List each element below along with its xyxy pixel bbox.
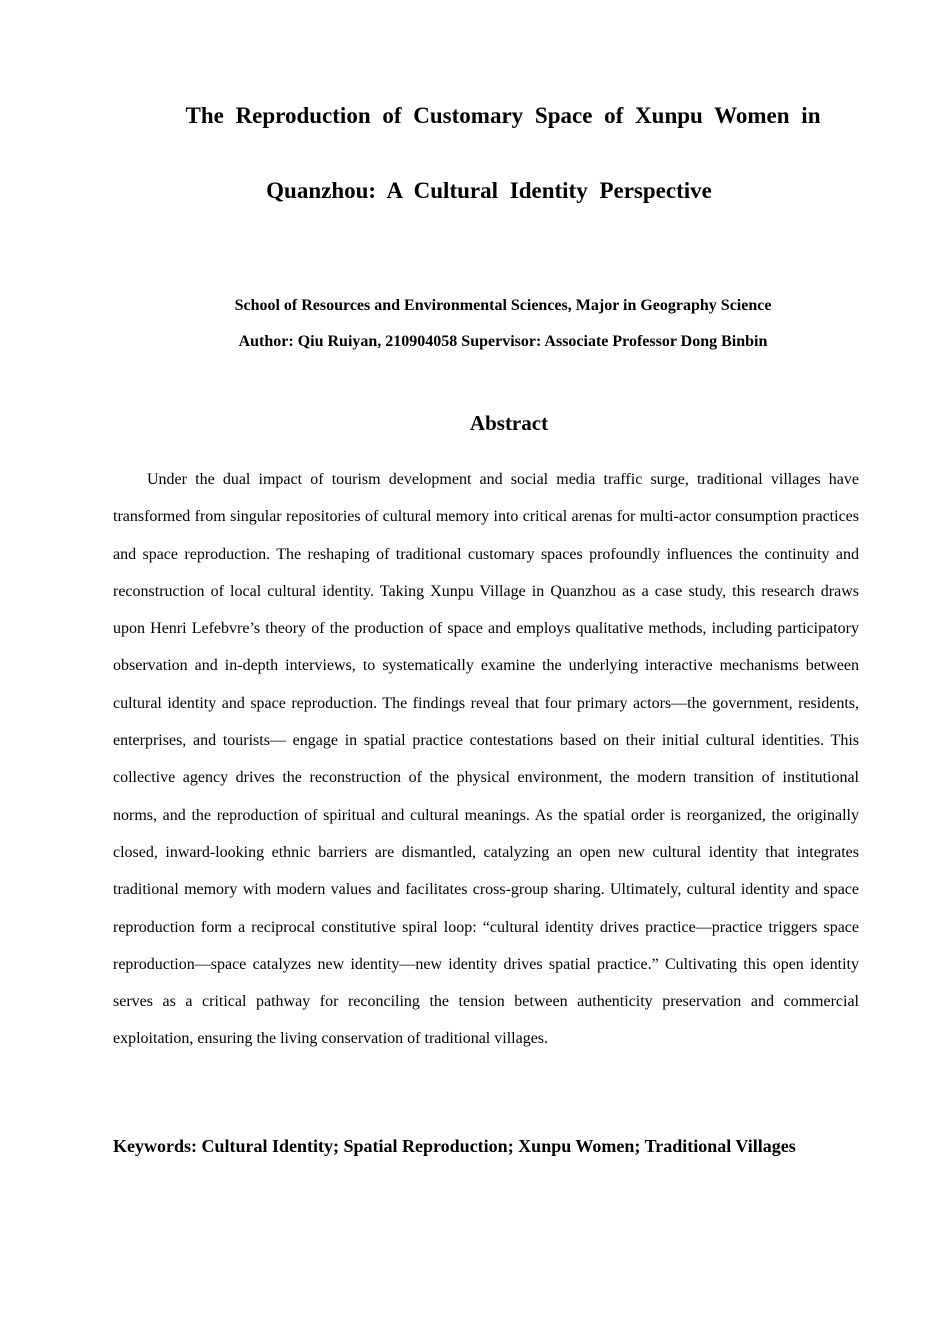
paper-title-line-1: The Reproduction of Customary Space of Xunpu Women in xyxy=(185,103,821,128)
author-line: Author: Qiu Ruiyan, 210904058 Supervisor: Associate Professor Dong Binbin xyxy=(238,333,768,350)
affiliation-line: School of Resources and Environmental Sciences, Major in Geography Science xyxy=(234,297,772,314)
keywords-line: Keywords: Cultural Identity; Spatial Reproduction; Xunpu Women; Traditional Villages xyxy=(113,1136,796,1156)
abstract-heading: Abstract xyxy=(469,411,549,435)
abstract-paragraph: Under the dual impact of tourism development and social media traffic surge, traditional villages have transformed from singular repositories of cultural memory into critical arenas for multi-actor consumption practices and space reproduction. The reshaping of traditional customary spaces profoundly influences the continuity and reconstruction of local cultural identity. Taking Xunpu Village in Quanzhou as a case study, this research draws upon Henri Lefebvre’s theory of the production of space and employs qualitative methods, including participatory observation and in-depth interviews, to systematically examine the underlying interactive mechanisms between cultural identity and space reproduction. The findings reveal that four primary actors—the government, residents, enterprises, and tourists— engage in spatial practice contestations based on their initial cultural identities. This collective agency drives the reconstruction of the physical environment, the modern transition of institutional norms, and the reproduction of spiritual and cultural meanings. As the spatial order is reorganized, the originally closed, inward-looking ethnic barriers are dismantled, catalyzing an open new cultural identity that integrates traditional memory with modern values and facilitates cross-group sharing. Ultimately, cultural identity and space reproduction form a reciprocal constitutive spiral loop: “cultural identity drives practice—practice triggers space reproduction—space catalyzes new identity—new identity drives spatial practice.” Cultivating this open identity serves as a critical pathway for reconciling the tension between authenticity preservation and commercial exploitation, ensuring the living conservation of traditional villages. xyxy=(113,471,859,1048)
paper-title-line-2: Quanzhou: A Cultural Identity Perspective xyxy=(266,178,712,203)
